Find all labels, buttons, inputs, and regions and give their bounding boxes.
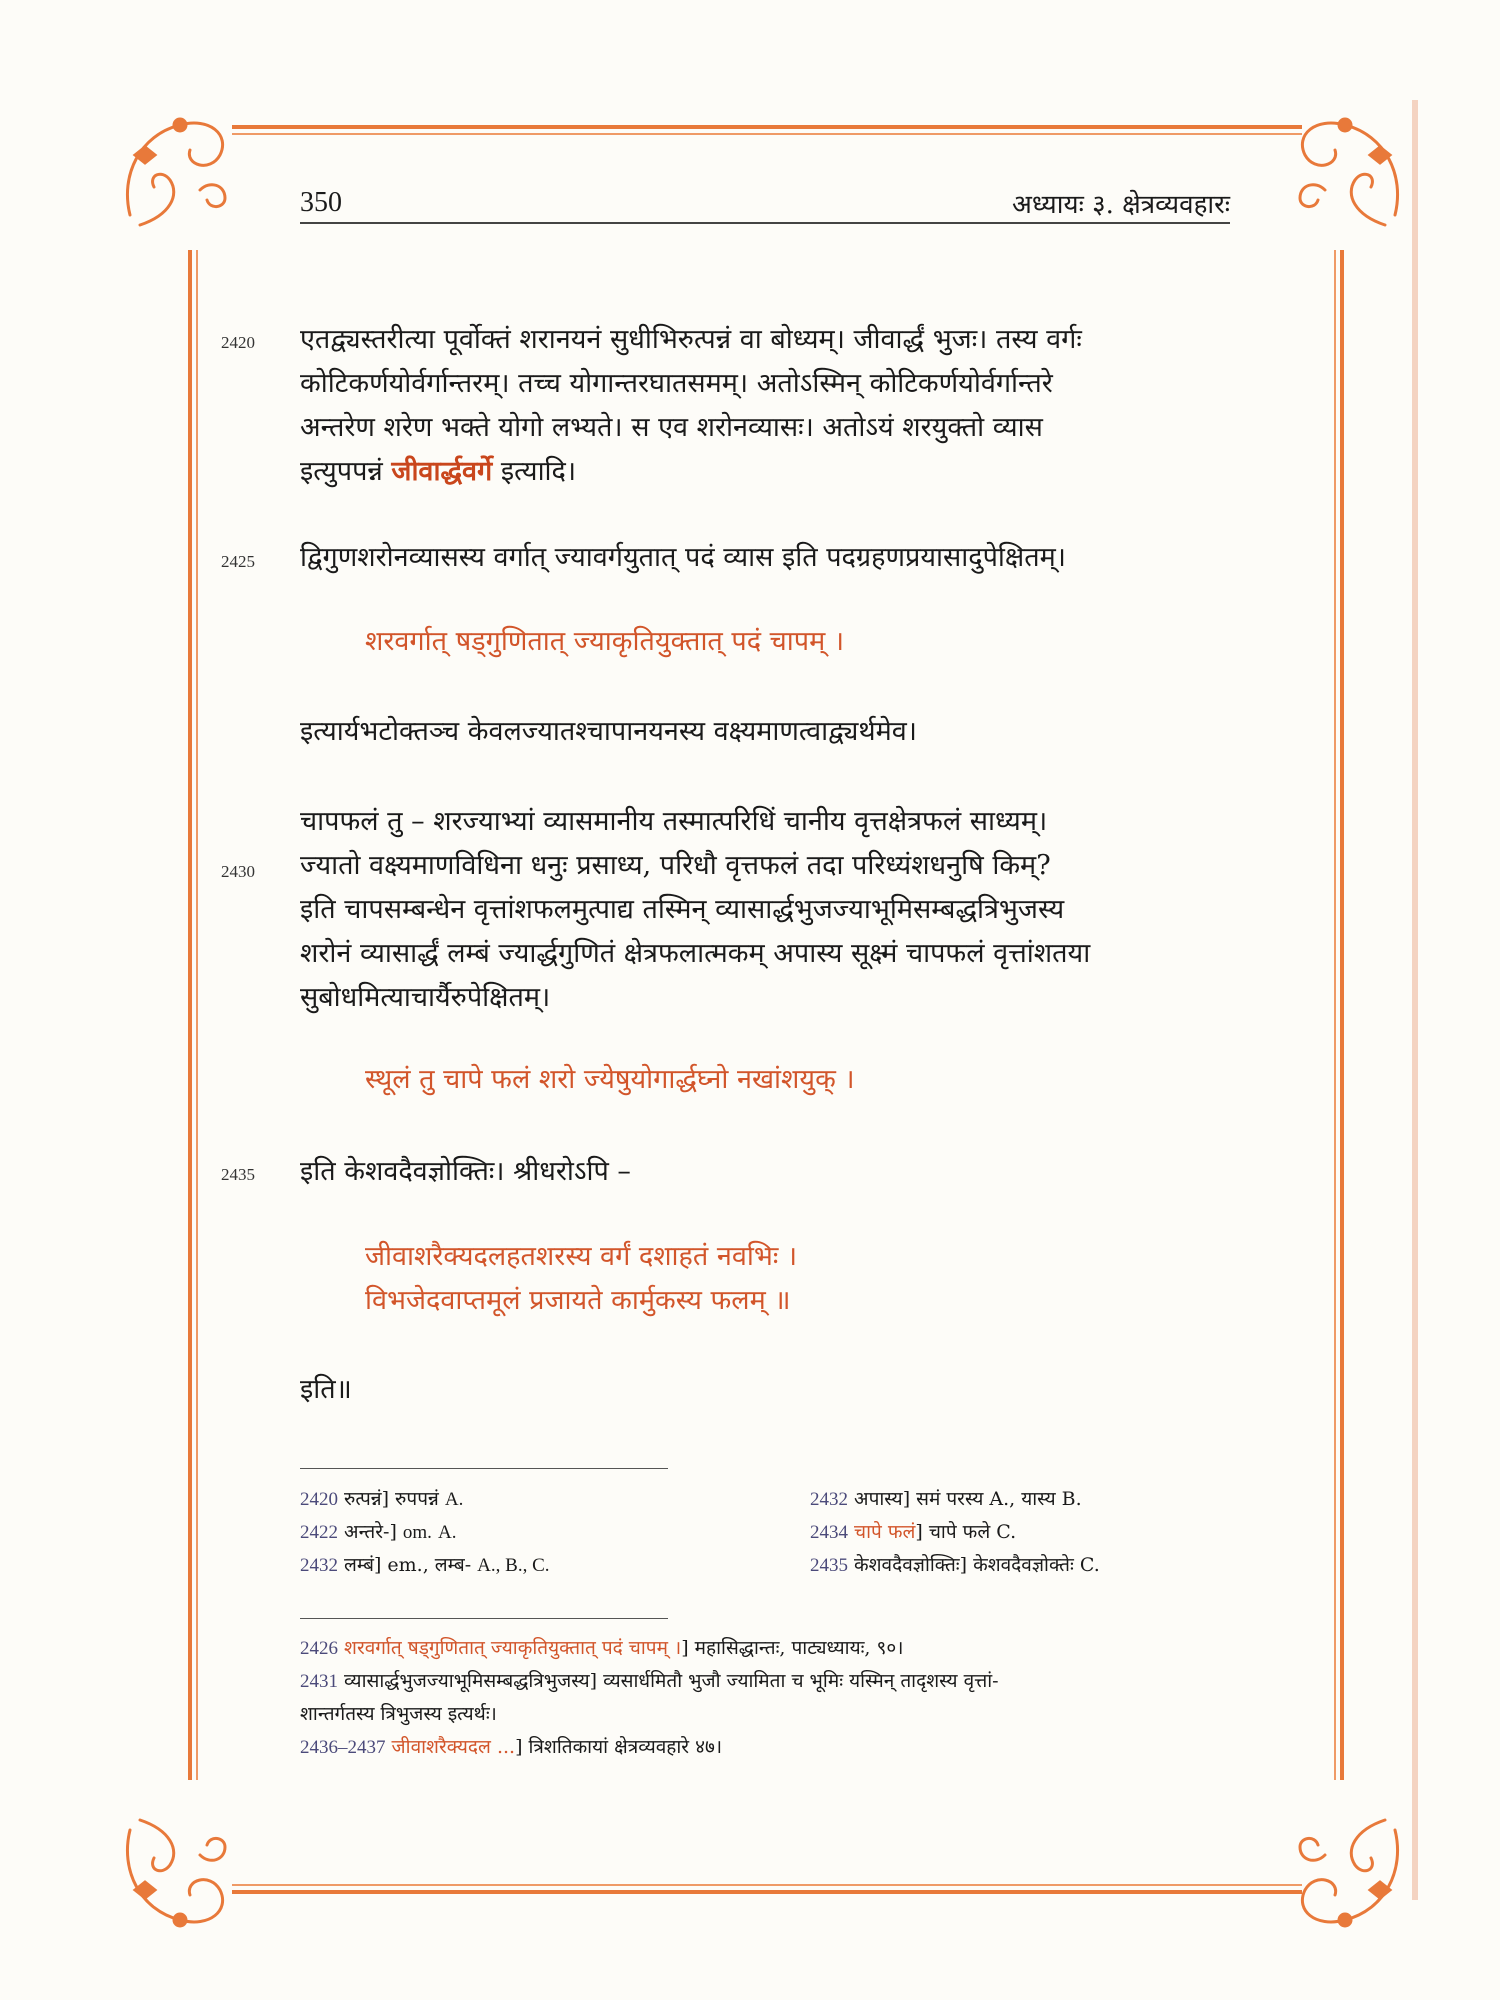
apparatus-entry: 2432 अपास्य] समं परस्य A., यास्य B.: [810, 1488, 1082, 1510]
entry-lemma: केशवदैवज्ञोक्तिः: [854, 1554, 960, 1576]
entry-line-number: 2426: [300, 1638, 338, 1659]
text-line: शरोनं व्यासार्द्धं लम्बं ज्यार्द्धगुणितं क्षेत्रफलात्मकम् अपास्य सूक्ष्मं चापफलं वृत्तांशतया: [300, 938, 1091, 969]
header-rule: [300, 222, 1230, 224]
text-line: एतद्व्यस्तरीत्या पूर्वोक्तं शरानयनं सुधीभिरुत्पन्नं वा बोध्यम्। जीवार्द्धं भुजः। तस्य वर्गः: [300, 324, 1082, 355]
text-line: ज्यातो वक्ष्यमाणविधिना धनुः प्रसाध्य, परिधौ वृत्तफलं तदा परिध्यंशधनुषि किम्?: [300, 850, 1051, 881]
entry-text: व्यासार्द्धभुजज्याभूमिसम्बद्धत्रिभुजस्य] व्यसार्धमितौ भुजौ ज्यामिता च भूमिः यस्मिन् तादृशस्य वृत्तां-: [344, 1670, 999, 1692]
text-line: अन्तरेण शरेण भक्ते योगो लभ्यते। स एव शरोनव्यासः। अतोऽयं शरयुक्तो व्यास: [300, 412, 1043, 443]
entry-lemma: अन्तरे-: [344, 1521, 390, 1543]
entry-reading: चापे फले C.: [928, 1521, 1017, 1543]
text-line: सुबोधमित्याचार्यैरुपेक्षितम्।: [300, 982, 551, 1013]
top-border-inner: [232, 133, 1302, 135]
entry-text: ] त्रिशतिकायां क्षेत्रव्यवहारे ४७।: [515, 1736, 723, 1758]
apparatus-entry: 2432 लम्बं] em., लम्ब- A., B., C.: [300, 1554, 550, 1576]
source-entry: [300, 1632, 1240, 1665]
left-border-inner: [196, 250, 198, 1780]
running-title: अध्यायः ३. क्षेत्रव्यवहारः: [1012, 190, 1230, 220]
paragraph-6: [300, 1368, 1230, 1412]
quoted-verse-2: स्थूलं तु चापे फलं शरो ज्येषुयोगार्द्धघ्नो नखांशयुक् ।: [365, 1064, 855, 1095]
source-entry: [300, 1665, 1240, 1698]
entry-line-number: 2435: [810, 1555, 848, 1576]
paragraph-3: [300, 710, 1230, 754]
verse-line: विभजेदवाप्तमूलं प्रजायते कार्मुकस्य फलम् ॥: [365, 1285, 791, 1316]
line-number: 2430: [221, 862, 255, 881]
apparatus-entry: 2420 रुत्पन्नं] रुपपन्नं A.: [300, 1488, 464, 1510]
line-number: 2425: [221, 552, 255, 571]
entry-lemma: चापे फलं: [854, 1521, 916, 1543]
entry-reading: em., लम्ब-: [387, 1554, 472, 1576]
apparatus-entry: 2422 अन्तरे-] om. A.: [300, 1521, 457, 1543]
quoted-verse-3: [365, 1235, 797, 1323]
entry-reading: केशवदैवज्ञोक्तेः C.: [973, 1554, 1100, 1576]
bottom-border-inner: [232, 1884, 1302, 1886]
corner-ornament-bottom-left: [110, 1800, 260, 1950]
source-entry: [300, 1731, 1240, 1764]
entry-line-number: 2431: [300, 1671, 338, 1692]
line-number: 2420: [221, 333, 255, 352]
sources-rule: [300, 1618, 668, 1619]
entry-sigla: A., B., C.: [477, 1555, 550, 1576]
entry-reading: रुपपन्नं: [395, 1488, 439, 1510]
entry-line-number: 2434: [810, 1522, 848, 1543]
entry-line-number: 2422: [300, 1522, 338, 1543]
corner-ornament-bottom-right: [1265, 1800, 1415, 1950]
entry-lemma: शरवर्गात् षड्गुणितात् ज्याकृतियुक्तात् पदं चापम् ।: [344, 1637, 682, 1659]
entry-line-number: 2432: [300, 1555, 338, 1576]
entry-reading: समं परस्य A., यास्य B.: [916, 1488, 1082, 1510]
entry-sigla: A.: [444, 1489, 464, 1510]
apparatus-rule: [300, 1468, 668, 1469]
paragraph-5: [300, 1150, 1230, 1194]
corner-ornament-top-right: [1265, 95, 1415, 245]
entry-sigla: A.: [437, 1522, 457, 1543]
apparatus-entry: 2434 चापे फलं] चापे फले C.: [810, 1521, 1017, 1543]
line-number: 2435: [221, 1165, 255, 1184]
text-line: कोटिकर्णयोर्वर्गान्तरम्। तच्च योगान्तरघातसमम्। अतोऽस्मिन् कोटिकर्णयोर्वर्गान्तरे: [300, 368, 1053, 399]
highlighted-term: जीवार्द्धवर्गे: [391, 456, 493, 487]
right-border-inner: [1334, 250, 1336, 1780]
verse-line: जीवाशरैक्यदलहतशरस्य वर्गं दशाहतं नवभिः ।: [365, 1241, 798, 1272]
apparatus-entry: 2435 केशवदैवज्ञोक्तिः] केशवदैवज्ञोक्तेः C.: [810, 1554, 1100, 1576]
text-line: चापफलं तु – शरज्याभ्यां व्यासमानीय तस्मात्परिधिं चानीय वृत्तक्षेत्रफलं साध्यम्।: [300, 806, 1048, 837]
page-header: [300, 183, 1230, 223]
corner-ornament-top-left: [110, 95, 260, 245]
paragraph-4: [300, 800, 1230, 1020]
entry-text: ] महासिद्धान्तः, पाट्यध्यायः, ९०।: [681, 1637, 904, 1659]
quoted-verse-1: शरवर्गात् षड्गुणितात् ज्याकृतियुक्तात् पदं चापम् ।: [365, 626, 845, 657]
bottom-border: [232, 1890, 1302, 1894]
page-edge-shade: [1412, 100, 1418, 1900]
text-line: [300, 450, 1230, 494]
entry-lemma: जीवाशरैक्यदल ...: [391, 1736, 516, 1758]
entry-reading: om.: [402, 1522, 432, 1543]
entry-lemma: रुत्पन्नं: [344, 1488, 382, 1510]
text-line: इत्यार्यभटोक्तञ्च केवलज्यातश्चापानयनस्य वक्ष्यमाणत्वाद्व्यर्थमेव।: [300, 716, 917, 747]
paragraph-2: [300, 536, 1230, 580]
apparatus-right: [810, 1483, 1240, 1582]
text-line: इति॥: [300, 1374, 352, 1405]
text-line: इति चापसम्बन्धेन वृत्तांशफलमुत्पाद्य तस्मिन् व्यासार्द्धभुजज्याभूमिसम्बद्धत्रिभुजस्य: [300, 894, 1065, 925]
text-segment: इत्यादि।: [492, 456, 577, 487]
entry-line-number: 2436–2437: [300, 1737, 386, 1758]
entry-line-number: 2432: [810, 1489, 848, 1510]
right-border: [1340, 250, 1344, 1780]
page-number: 350: [300, 187, 342, 218]
paragraph-1: [300, 318, 1230, 494]
text-segment: इत्युपपन्नं: [300, 456, 392, 487]
entry-lemma: अपास्य: [854, 1488, 903, 1510]
entry-line-number: 2420: [300, 1489, 338, 1510]
sources-apparatus: [300, 1632, 1240, 1764]
left-border: [188, 250, 192, 1780]
apparatus-left: [300, 1483, 770, 1582]
top-border: [232, 125, 1302, 129]
entry-lemma: लम्बं: [344, 1554, 374, 1576]
text-line: द्विगुणशरोनव्यासस्य वर्गात् ज्यावर्गयुतात् पदं व्यास इति पदग्रहणप्रयासादुपेक्षितम्।: [300, 542, 1067, 573]
text-line: इति केशवदैवज्ञोक्तिः। श्रीधरोऽपि –: [300, 1156, 631, 1187]
source-entry-continuation: शान्तर्गतस्य त्रिभुजस्य इत्यर्थः।: [300, 1703, 497, 1725]
